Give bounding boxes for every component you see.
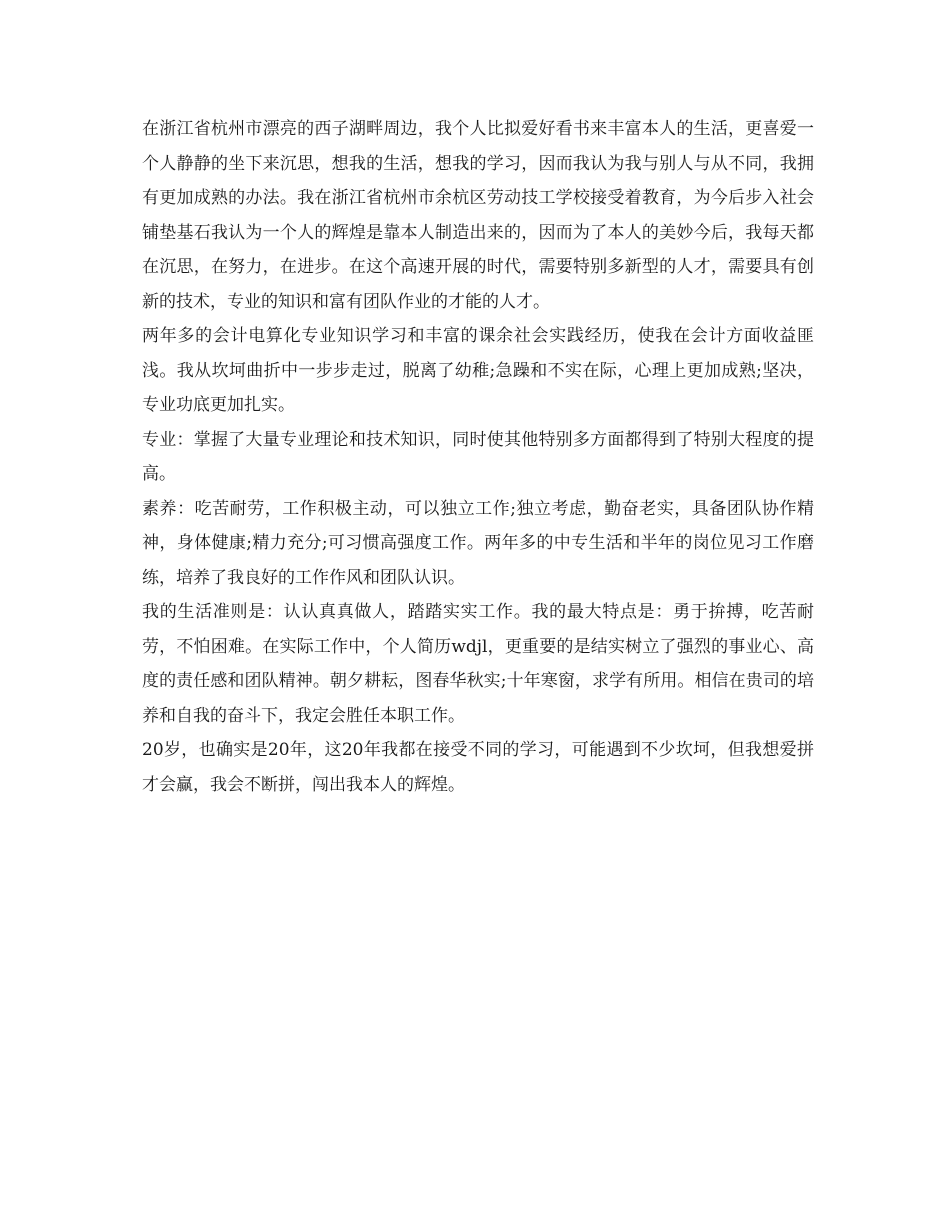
paragraph-life-principle: 我的生活准则是：认认真真做人，踏踏实实工作。我的最大特点是：勇于拚搏，吃苦耐劳，不怕困难。在实际工作中，个人简历wdjl，更重要的是结实树立了强烈的事业心、高度的责任感和团队精神。朝夕耕耘，图春华秋实;十年寒窗，求学有所用。相信在贵司的培养和自我的奋斗下，我定会胜任本职工作。 (142, 602, 814, 726)
paragraph-quality: 素养：吃苦耐劳，工作积极主动，可以独立工作;独立考虑，勤奋老实，具备团队协作精神，身体健康;精力充分;可习惯高强度工作。两年多的中专生活和半年的岗位见习工作磨练，培养了我良好的工作作风和团队认识。 (142, 498, 814, 588)
paragraph-study-experience: 两年多的会计电算化专业知识学习和丰富的课余社会实践经历，使我在会计方面收益匪浅。我从坎坷曲折中一步步走过，脱离了幼稚;急躁和不实在际，心理上更加成熟;坚决，专业功底更加扎实。 (142, 326, 814, 415)
document-body (142, 112, 814, 802)
paragraph-professional: 专业：掌握了大量专业理论和技术知识，同时使其他特别多方面都得到了特别大程度的提高。 (142, 429, 814, 484)
paragraph-intro: 在浙江省杭州市漂亮的西子湖畔周边，我个人比拟爱好看书来丰富本人的生活，更喜爱一个人静静的坐下来沉思，想我的生活，想我的学习，因而我认为我与别人与从不同，我拥有更加成熟的办法。我在浙江省杭州市余杭区劳动技工学校接受着教育，为今后步入社会铺垫基石我认为一个人的辉煌是靠本人制造出来的，因而为了本人的美妙今后，我每天都在沉思，在努力，在进步。在这个高速开展的时代，需要特别多新型的人才，需要具有创新的技术，专业的知识和富有团队作业的才能的人才。 (142, 119, 814, 312)
paragraph-closing: 20岁，也确实是20年，这20年我都在接受不同的学习，可能遇到不少坎坷，但我想爱拼才会赢，我会不断拼，闯出我本人的辉煌。 (142, 740, 814, 795)
